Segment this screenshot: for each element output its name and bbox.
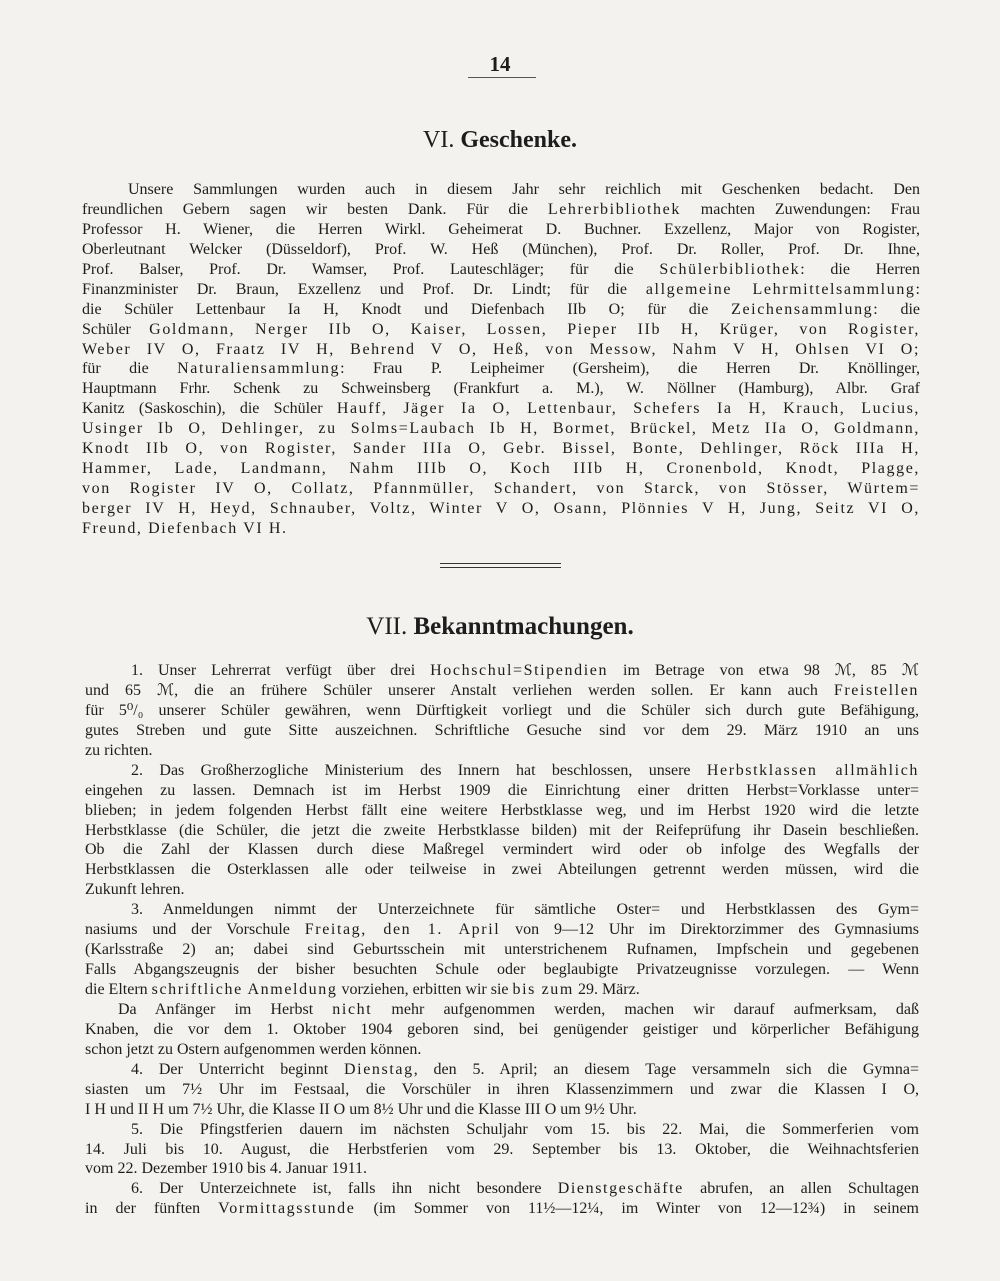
text-run: Herbstklassen die Osterklassen alle oder teilweise in zwei Abteilungen getrennt werden müssen, wird die [85, 861, 919, 879]
spaced-text-run: Vormittagsstunde [218, 1200, 356, 1218]
text-line [85, 980, 919, 1000]
text-line [85, 1060, 919, 1080]
paragraph [85, 1179, 919, 1219]
text-run: Falls Abgangszeugnis der bisher besuchten Schule oder beglaubigte Privatzeugnisse vorzulegen. — Wenn [85, 961, 919, 979]
text-line [85, 900, 919, 920]
text-run: vorziehen, erbitten wir sie [337, 981, 513, 998]
spaced-text-run: Hochschul=Stipendien [430, 662, 609, 679]
text-run: siasten um 7½ Uhr im Festsaal, die Vorschüler in ihren Klassenzimmern und zwar die Klassen I O, [85, 1080, 919, 1098]
text-run: in der fünften [85, 1200, 219, 1218]
text-line [85, 741, 919, 761]
text-run: : [915, 280, 920, 298]
spaced-text-run: Lehrerbibliothek [547, 200, 681, 218]
spaced-text-run: Hauff, Jäger Ia O, Lettenbaur, Schefers Ia H, Krauch, Lucius, [336, 400, 920, 418]
text-line [85, 840, 919, 860]
text-run: zu richten. [85, 741, 153, 759]
spaced-text-run: Usinger Ib O, Dehlinger, zu Solms=Laubach Ib H, Bormet, Brückel, Metz IIa O, Goldmann, [82, 420, 920, 438]
text-line [85, 860, 919, 880]
spaced-text-run: Dienstag [344, 1060, 414, 1078]
text-run: machten Zuwendungen: Frau [680, 200, 921, 218]
text-run: 1. Unser Lehrerrat verfügt über drei [131, 662, 431, 679]
spaced-text-run: Freitag, den 1. April [304, 921, 501, 939]
section-heading-vii [0, 612, 1000, 642]
text-run: freundlichen Gebern sagen wir besten Dank. Für die [82, 200, 548, 218]
spaced-text-run: Zeichensammlung [731, 300, 874, 318]
spaced-text-run: schriftliche Anmeldung [151, 981, 338, 998]
text-run: die Schüler Lettenbaur Ia H, Knodt und Diefenbach IIb O; für die [82, 300, 732, 318]
spaced-text-run: Dienstgeschäfte [557, 1180, 684, 1198]
text-run: von 9—12 Uhr im Direktorzimmer des Gymnasiums [500, 921, 920, 939]
text-run: Hauptmann Frhr. Schenk zu Schweinsberg (Frankfurt a. M.), W. Nöllner (Hamburg), Albr. Graf [82, 380, 920, 398]
paragraph [85, 661, 919, 761]
spaced-text-run: allgemeine Lehrmittelsammlung [645, 280, 916, 298]
text-run: schon jetzt zu Ostern aufgenommen werden können. [85, 1040, 422, 1058]
spaced-text-run: Knodt IIb O, von Rogister, Sander IIIa O, Gebr. Bissel, Bonte, Dehlinger, Röck IIIa H, [82, 440, 920, 458]
text-run: vom 22. Dezember 1910 bis 4. Januar 1911. [85, 1160, 368, 1178]
text-line [85, 920, 919, 940]
text-run: 2. Das Großherzogliche Ministerium des Innern hat beschlossen, unsere [131, 761, 707, 779]
text-line [82, 300, 920, 320]
text-run: abrufen, an allen Schultagen [683, 1180, 919, 1198]
section-divider-double-rule [440, 563, 561, 568]
text-line [85, 1120, 919, 1140]
paragraph [85, 761, 919, 901]
text-line [82, 519, 920, 539]
text-line [85, 821, 919, 841]
spaced-text-run: Weber IV O, Fraatz IV H, Behrend V O, Heß, von Messow, Nahm V H, Ohlsen VI O; [82, 340, 920, 358]
text-run: : die [873, 300, 921, 318]
paragraph [85, 900, 919, 1000]
section-title: Bekanntmachungen. [413, 613, 634, 640]
text-line [82, 479, 920, 499]
text-run: 4. Der Unterricht beginnt [131, 1060, 345, 1078]
text-run: und 65 ℳ, die an frühere Schüler unserer Anstalt verliehen werden sollen. Er kann auch [85, 681, 834, 699]
spaced-text-run: nicht [332, 1000, 373, 1018]
text-run: Knaben, die vor dem 1. Oktober 1904 geboren sind, bei genügender geistiger und körperlicher Befähigung [85, 1020, 919, 1038]
text-line [85, 1159, 919, 1179]
text-line [82, 220, 920, 240]
text-line [85, 1080, 919, 1100]
text-run: mehr aufgenommen werden, machen wir darauf aufmerksam, daß [372, 1000, 920, 1018]
section-heading-vi [0, 125, 1000, 155]
section-numeral: VI. [423, 127, 455, 153]
section-numeral: VII. [366, 613, 408, 640]
text-line [85, 801, 919, 821]
text-run: für die [82, 360, 178, 378]
text-run: Unsere Sammlungen wurden auch in diesem Jahr sehr reichlich mit Geschenken bedacht. Den [128, 181, 920, 198]
text-run: Zukunft lehren. [85, 881, 185, 899]
text-line [85, 1040, 919, 1060]
text-line [85, 721, 919, 741]
text-line [82, 419, 920, 439]
text-run: Kanitz (Saskoschin), die Schüler [82, 400, 337, 418]
text-line [85, 701, 919, 721]
spaced-text-run: Herbstklassen allmählich [706, 761, 919, 779]
text-line [85, 761, 919, 781]
spaced-text-run: berger IV H, Heyd, Schnauber, Voltz, Winter V O, Osann, Plönnies V H, Jung, Seitz VI O, [82, 500, 920, 517]
text-line [82, 180, 920, 200]
text-run: blieben; in jedem folgenden Herbst fällt eine weitere Herbstklasse weg, und im Herbst 1920 wird die letzte [85, 801, 919, 819]
text-line [85, 681, 919, 701]
paragraph [85, 1060, 919, 1120]
spaced-text-run: Schülerbibliothek [659, 260, 801, 278]
section-body-vii [85, 661, 919, 1219]
text-line [82, 459, 920, 479]
text-run: Herbstklasse (die Schüler, die jetzt die zweite Herbstklasse bilden) mit der Reifeprüfung ihr Dasein beschließen. [85, 821, 919, 839]
text-line [82, 439, 920, 459]
text-line [82, 260, 920, 280]
text-run: 5. Die Pfingstferien dauern im nächsten Schuljahr vom 15. bis 22. Mai, die Sommerferien vom [131, 1120, 919, 1138]
text-run: eingehen zu lassen. Demnach ist im Herbst 1909 die Einrichtung einer dritten Herbst=Vorklasse unter= [85, 781, 919, 799]
text-line [85, 1100, 919, 1120]
text-line [85, 1020, 919, 1040]
text-run: I H und II H um 7½ Uhr, die Klasse II O um 8½ Uhr und die Klasse III O um 9½ Uhr. [85, 1100, 637, 1118]
text-line [82, 320, 920, 340]
spaced-text-run: Freistellen [833, 681, 919, 699]
text-line [82, 379, 920, 399]
text-line [82, 499, 920, 519]
text-run: Professor H. Wiener, die Herren Wirkl. Geheimerat D. Buchner. Exzellenz, Major von Rogister, [82, 220, 920, 238]
text-run: 6. Der Unterzeichnete ist, falls ihn nicht besondere [131, 1180, 558, 1198]
page-number-underline [468, 77, 536, 78]
text-run: Ob die Zahl der Klassen durch diese Maßregel vermindert wird oder ob infolge des Wegfalls der [85, 841, 919, 859]
text-line [85, 1000, 919, 1020]
spaced-text-run: Goldmann, Nerger IIb O, Kaiser, Lossen, Pieper IIb H, Krüger, von Rogister, [149, 320, 921, 338]
text-run: : Frau P. Leipheimer (Gersheim), die Herren Dr. Knöllinger, [340, 360, 921, 378]
text-line [85, 781, 919, 801]
text-run: für 5⁰/₀ unserer Schüler gewähren, wenn Dürftigkeit vorliegt und die Schüler sich durch gute Befähigung, [85, 701, 919, 719]
section-body-vi [82, 180, 920, 539]
text-run: 14. Juli bis 10. August, die Herbstferien vom 29. September bis 13. Oktober, die Weihnachtsferien [85, 1140, 919, 1158]
text-run: 3. Anmeldungen nimmt der Unterzeichnete für sämtliche Oster= und Herbstklassen des Gym= [131, 901, 919, 919]
text-run: nasiums und der Vorschule [85, 921, 305, 939]
page-number: 14 [489, 52, 511, 76]
text-run: , den 5. April; an diesem Tage versammeln sich die Gymna= [413, 1060, 919, 1078]
text-run: die Eltern [85, 981, 152, 998]
text-run: gutes Streben und gute Sitte auszeichnen. Schriftliche Gesuche sind vor dem 29. März 1910 an uns [85, 721, 919, 739]
text-line [85, 661, 919, 681]
text-line [85, 880, 919, 900]
text-run: im Betrage von etwa 98 ℳ, 85 ℳ [608, 662, 920, 679]
text-line [82, 240, 920, 260]
spaced-text-run: Hammer, Lade, Landmann, Nahm IIIb O, Koch IIIb H, Cronenbold, Knodt, Plagge, [82, 460, 920, 478]
text-line [82, 200, 920, 220]
text-line [85, 1140, 919, 1160]
spaced-text-run: bis zum [512, 981, 574, 998]
text-line [82, 399, 920, 419]
spaced-text-run: Naturaliensammlung [177, 360, 341, 378]
text-line [82, 359, 920, 379]
text-line [85, 1179, 919, 1199]
text-run: Schüler [82, 320, 150, 338]
text-run: 29. März. [573, 981, 640, 998]
spaced-text-run: Freund, Diefenbach VI H. [82, 519, 288, 537]
text-run: Finanzminister Dr. Braun, Exzellenz und Prof. Dr. Lindt; für die [82, 280, 646, 298]
text-run: : die Herren [800, 260, 921, 278]
spaced-text-run: von Rogister IV O, Collatz, Pfannmüller, Schandert, von Starck, von Stösser, Würtem= [82, 480, 920, 498]
text-run: (Karlsstraße 2) an; dabei sind Geburtsschein mit unterstrichenem Rufnamen, Impfschein und gegebenen [85, 941, 919, 959]
section-title: Geschenke. [460, 127, 577, 153]
text-line [82, 280, 920, 300]
text-run: Oberleutnant Welcker (Düsseldorf), Prof. W. Heß (München), Prof. Dr. Roller, Prof. Dr. Ihne, [82, 240, 920, 258]
text-line [85, 960, 919, 980]
paragraph [85, 1120, 919, 1180]
text-run: Prof. Balser, Prof. Dr. Wamser, Prof. Lauteschläger; für die [82, 260, 660, 278]
text-line [85, 940, 919, 960]
paragraph [85, 1000, 919, 1060]
text-run: Da Anfänger im Herbst [118, 1000, 333, 1018]
text-line [82, 340, 920, 360]
text-run: (im Sommer von 11½—12¼, im Winter von 12—12¾) in seinem [355, 1200, 920, 1218]
paragraph [82, 180, 920, 539]
text-line [85, 1199, 919, 1219]
